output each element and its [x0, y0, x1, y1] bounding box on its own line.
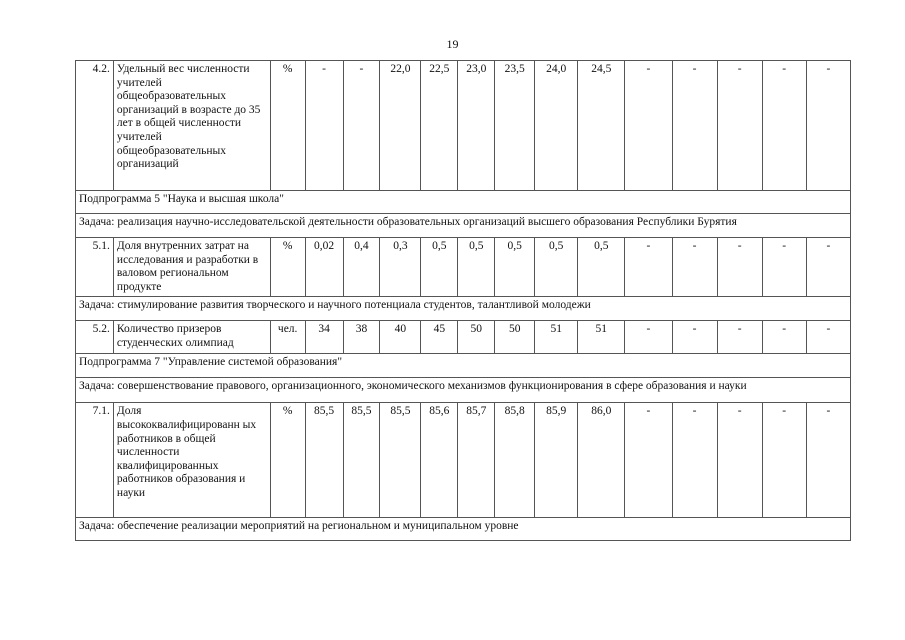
indicator-value: 85,5 — [305, 403, 343, 518]
indicator-value: - — [717, 61, 762, 191]
indicator-value: - — [343, 61, 380, 191]
indicators-table — [75, 60, 851, 541]
indicator-name: Количество призеров студенческих олимпиад — [113, 321, 270, 354]
indicator-value: 85,9 — [535, 403, 578, 518]
indicator-value: 34 — [305, 321, 343, 354]
indicator-number: 5.2. — [76, 321, 114, 354]
indicator-value: 24,5 — [578, 61, 625, 191]
indicator-number: 5.1. — [76, 238, 114, 297]
indicator-value: 86,0 — [578, 403, 625, 518]
indicator-name: Доля высококвалифицированн ых работников в общей численности квалифицированных работников образования и науки — [113, 403, 270, 518]
section-heading: Подпрограмма 7 "Управление системой образования" — [76, 354, 851, 378]
indicator-value: 0,5 — [458, 238, 495, 297]
indicator-value: - — [806, 403, 850, 518]
indicator-value: - — [717, 403, 762, 518]
indicator-value: - — [305, 61, 343, 191]
indicator-unit: чел. — [270, 321, 305, 354]
indicator-value: 50 — [495, 321, 535, 354]
indicator-unit: % — [270, 61, 305, 191]
indicator-value: - — [672, 61, 717, 191]
indicator-value: 0,3 — [380, 238, 421, 297]
indicator-value: - — [672, 238, 717, 297]
section-heading: Задача: совершенствование правового, организационного, экономического механизмов функционирования в сфере образования и науки — [76, 378, 851, 403]
indicator-unit: % — [270, 403, 305, 518]
section-heading: Задача: реализация научно-исследовательской деятельности образовательных организаций высшего образования Республики Бурятия — [76, 214, 851, 238]
indicator-value: - — [625, 61, 672, 191]
section-row — [76, 518, 851, 541]
indicator-value: 51 — [578, 321, 625, 354]
section-row — [76, 191, 851, 214]
indicator-value: 85,5 — [380, 403, 421, 518]
indicator-name: Доля внутренних затрат на исследования и разработки в валовом региональном продукте — [113, 238, 270, 297]
indicator-value: 0,02 — [305, 238, 343, 297]
page-number: 19 — [446, 37, 459, 51]
indicator-value: 45 — [421, 321, 458, 354]
indicator-value: - — [625, 321, 672, 354]
indicator-number: 7.1. — [76, 403, 114, 518]
indicator-value: 0,4 — [343, 238, 380, 297]
indicator-value: 85,8 — [495, 403, 535, 518]
indicator-row — [76, 61, 851, 191]
indicator-row — [76, 321, 851, 354]
indicator-value: - — [806, 238, 850, 297]
indicator-value: - — [762, 238, 806, 297]
section-heading: Задача: стимулирование развития творческого и научного потенциала студентов, талантливой молодежи — [76, 297, 851, 321]
indicator-row — [76, 238, 851, 297]
section-row — [76, 214, 851, 238]
indicator-value: 38 — [343, 321, 380, 354]
indicator-value: - — [806, 61, 850, 191]
indicator-value: 23,0 — [458, 61, 495, 191]
indicator-number: 4.2. — [76, 61, 114, 191]
indicator-name: Удельный вес численности учителей общеобразовательных организаций в возрасте до 35 лет в общей численности учителей общеобразовательных организаций — [113, 61, 270, 191]
indicator-value: 0,5 — [421, 238, 458, 297]
section-row — [76, 378, 851, 403]
section-heading: Задача: обеспечение реализации мероприятий на региональном и муниципальном уровне — [76, 518, 851, 541]
indicator-value: 0,5 — [578, 238, 625, 297]
indicator-value: 23,5 — [495, 61, 535, 191]
indicator-value: - — [762, 61, 806, 191]
section-heading: Подпрограмма 5 "Наука и высшая школа" — [76, 191, 851, 214]
indicator-value: 22,5 — [421, 61, 458, 191]
indicator-row — [76, 403, 851, 518]
indicator-value: 0,5 — [495, 238, 535, 297]
indicator-value: 85,6 — [421, 403, 458, 518]
indicator-unit: % — [270, 238, 305, 297]
indicator-value: - — [806, 321, 850, 354]
indicator-value: - — [717, 321, 762, 354]
indicator-value: - — [625, 238, 672, 297]
indicator-value: 85,5 — [343, 403, 380, 518]
indicator-value: - — [625, 403, 672, 518]
indicator-value: 50 — [458, 321, 495, 354]
indicator-value: - — [717, 238, 762, 297]
section-row — [76, 297, 851, 321]
indicator-value: 85,7 — [458, 403, 495, 518]
indicator-value: - — [762, 403, 806, 518]
indicator-value: - — [672, 403, 717, 518]
indicator-value: 0,5 — [535, 238, 578, 297]
section-row — [76, 354, 851, 378]
indicator-value: 51 — [535, 321, 578, 354]
indicator-value: 24,0 — [535, 61, 578, 191]
indicator-value: - — [672, 321, 717, 354]
indicator-value: 22,0 — [380, 61, 421, 191]
indicator-value: 40 — [380, 321, 421, 354]
indicator-value: - — [762, 321, 806, 354]
